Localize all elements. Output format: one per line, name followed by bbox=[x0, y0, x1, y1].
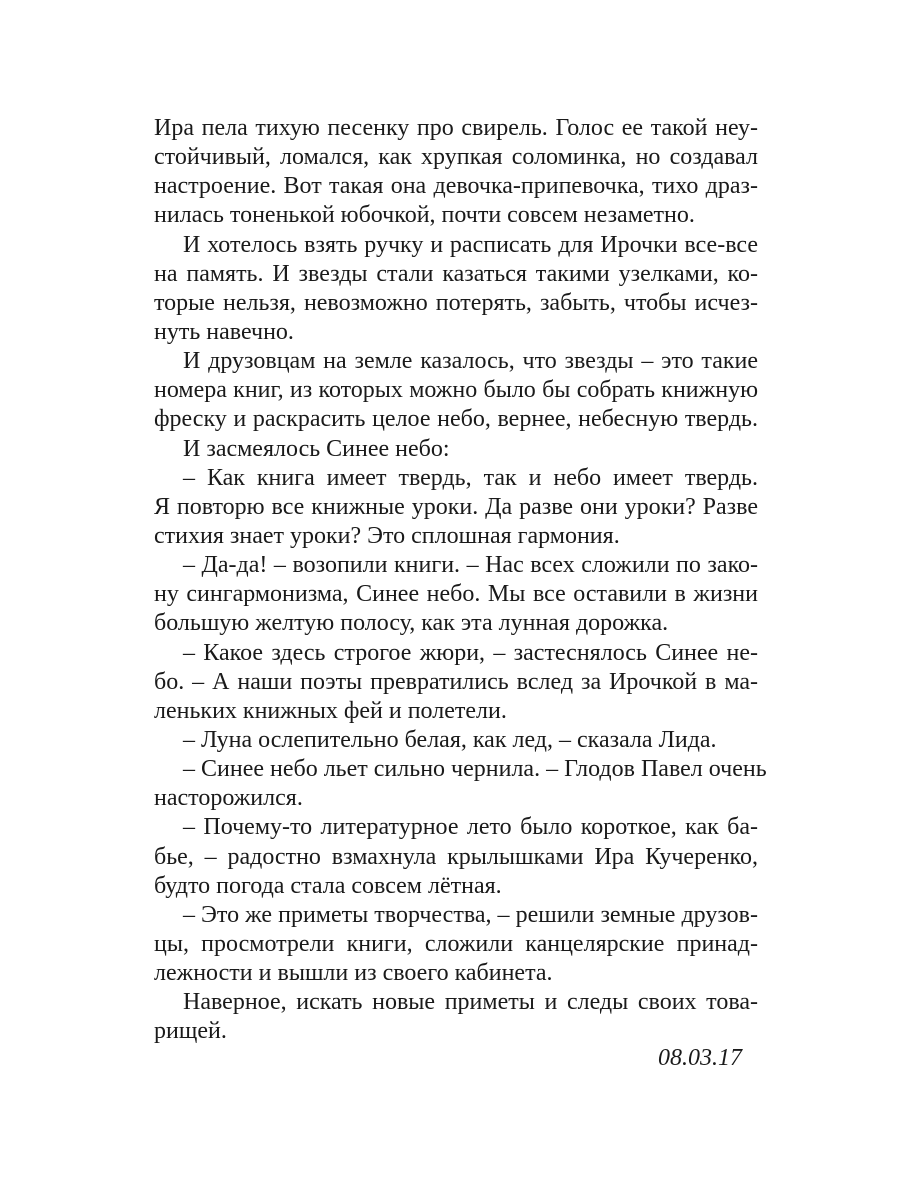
text-line: бье, – радостно взмахнула крылышками Ира Кучеренко, bbox=[154, 843, 758, 870]
text-line: нилась тоненькой юбочкой, почти совсем незаметно. bbox=[154, 202, 695, 229]
text-line: фреску и раскрасить целое небо, вернее, небесную твердь. bbox=[154, 406, 758, 433]
text-line: насторожился. bbox=[154, 785, 303, 812]
text-line: И друзовцам на земле казалось, что звезды – это такие bbox=[183, 348, 758, 375]
text-line: Наверное, искать новые приметы и следы своих това- bbox=[183, 989, 758, 1016]
text-line: – Как книга имеет твердь, так и небо имеет твердь. bbox=[183, 464, 758, 491]
text-line: стойчивый, ломался, как хрупкая соломинка, но создавал bbox=[154, 144, 758, 171]
body-text bbox=[154, 114, 767, 1047]
date-stamp: 08.03.17 bbox=[658, 1045, 742, 1071]
text-line: – Почему-то литературное лето было короткое, как ба- bbox=[183, 814, 758, 841]
text-line: Ира пела тихую песенку про свирель. Голос ее такой неу- bbox=[154, 115, 758, 141]
text-line: большую желтую полосу, как эта лунная дорожка. bbox=[154, 610, 669, 637]
text-line: И засмеялось Синее небо: bbox=[183, 435, 450, 462]
text-line: ну сингармонизма, Синее небо. Мы все оставили в жизни bbox=[154, 581, 758, 608]
text-line: настроение. Вот такая она девочка-припевочка, тихо драз- bbox=[154, 173, 758, 200]
text-line: номера книг, из которых можно было бы собрать книжную bbox=[154, 377, 758, 404]
text-line: на память. И звезды стали казаться такими узелками, ко- bbox=[154, 260, 758, 287]
text-line: рищей. bbox=[154, 1018, 227, 1045]
text-line: цы, просмотрели книги, сложили канцелярские принад- bbox=[154, 930, 758, 957]
text-line: И хотелось взять ручку и расписать для Ирочки все-все bbox=[183, 231, 758, 258]
text-line: – Луна ослепительно белая, как лед, – сказала Лида. bbox=[183, 726, 717, 753]
text-line: – Это же приметы творчества, – решили земные друзов- bbox=[183, 901, 758, 928]
text-line: нуть навечно. bbox=[154, 318, 294, 345]
text-line: лежности и вышли из своего кабинета. bbox=[154, 960, 553, 987]
text-line: – Синее небо льет сильно чернила. – Глодов Павел очень bbox=[183, 756, 767, 783]
text-line: – Да-да! – возопили книги. – Нас всех сложили по зако- bbox=[183, 552, 758, 579]
text-line: торые нельзя, невозможно потерять, забыть, чтобы исчез- bbox=[154, 289, 758, 316]
text-line: бо. – А наши поэты превратились вслед за Ирочкой в ма- bbox=[154, 668, 758, 695]
text-line: Я повторю все книжные уроки. Да разве они уроки? Разве bbox=[154, 493, 758, 520]
text-line: будто погода стала совсем лётная. bbox=[154, 872, 502, 899]
text-line: леньких книжных фей и полетели. bbox=[154, 697, 507, 724]
text-line: – Какое здесь строгое жюри, – застеснялось Синее не- bbox=[183, 639, 758, 666]
text-line: стихия знает уроки? Это сплошная гармония. bbox=[154, 522, 620, 549]
